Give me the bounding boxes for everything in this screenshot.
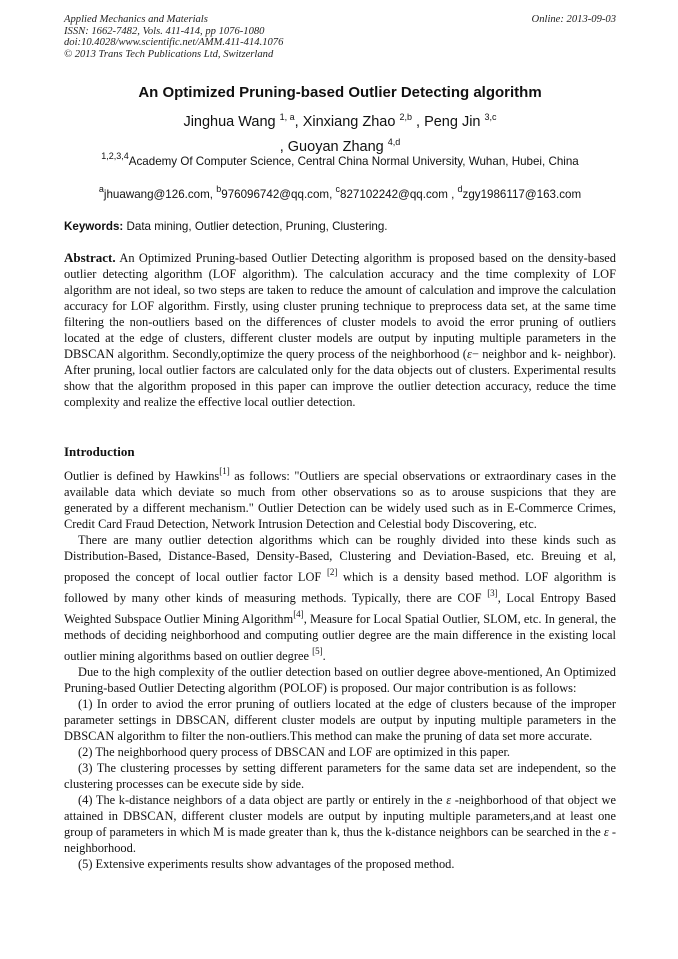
paragraph: Due to the high complexity of the outlier detection based on outlier degree above-mentioned, An Optimized Pruning-based Outlier Detecting algorithm (POLOF) is proposed. Our major contribution is as follows: [64,665,616,695]
journal-header [64,14,616,60]
author-name: Xinxiang Zhao [302,114,396,130]
paragraph [64,463,616,532]
paragraph [64,532,616,664]
email-address: 827102242@qq.com [340,188,448,201]
journal-name: Applied Mechanics and Materials [64,14,208,25]
contribution-item: (5) Extensive experiments results show advantages of the proposed method. [78,857,455,871]
author-name: Jinghua Wang [183,114,276,130]
citation: [4] [293,609,304,619]
paragraph-text: , Measure for Local Spatial Outlier, SLOM, etc. In general, the methods of deciding neighborhood and computing outlier degree are the main difference in the existing local outlier mining algorithms based on outlier degree [64,612,616,663]
paragraph-text: . [322,649,326,663]
email-superscript: a [98,184,104,194]
abstract-text: An Optimized Pruning-based Outlier Detecting algorithm is proposed based on the density-based outlier detecting algorithm (LOF algorithm). The calculation accuracy and the time complexity of LOF algorithm are not ideal, so two steps are taken to reduce the amount of calculation and improve the calculation accuracy for LOF algorithm. Firstly, using cluster pruning technique to preprocess data set, at the same time filtering the non-outliers based on the differences of cluster models to avoid the error pruning of outliers located at the edge of clusters, different cluster models are output by inputing multiple parameters in the DBSCAN algorithm. Secondly,optimize the query process of the neighborhood ( [64,251,616,361]
email-address: 976096742@qq.com [221,188,330,201]
author-superscript: 2,b [399,112,412,122]
author-name: Guoyan Zhang [287,139,384,155]
author-superscript: 1, a [279,112,295,122]
paragraph-text: -neighborhood. [64,825,616,855]
doi-line: doi:10.4028/www.scientific.net/AMM.411-414.1076 [64,37,284,48]
epsilon-symbol: ε [603,825,609,839]
email-list: $^a$jhuawang@126.com, $^b$976096742@qq.com, $^c$827102242@qq.com , $^d$zgy1986117@163.com [98,184,582,201]
author-list: Jinghua Wang $^{1, a}$, Xinxiang Zhao $^{2,b}$ , Peng Jin $^{3,c}$ , Guoyan Zhang $^{4,d}$ [183,112,497,155]
contribution-item [64,792,616,856]
copyright-line: © 2013 Trans Tech Publications Ltd, Switzerland [64,48,274,60]
paragraph-text: Outlier is defined by Hawkins [64,469,220,483]
citation: [5] [312,646,323,656]
email-superscript: c [335,184,341,194]
keywords-label: Keywords: [64,220,124,233]
contribution-item: (3) The clustering processes by setting different parameters for the same data set are independent, so the clustering processes can be execute side by side. [64,761,616,791]
citation: [2] [326,567,338,577]
paragraph-text: (4) The k-distance neighbors of a data object are partly or entirely in the [78,793,447,807]
author-superscript: 4,d [387,137,401,147]
email-superscript: b [216,184,222,194]
keywords [64,220,616,233]
section-heading-introduction: Introduction [64,444,135,459]
email-superscript: d [457,184,463,194]
introduction-body [64,463,616,872]
paper-title: An Optimized Pruning-based Outlier Detecting algorithm [138,84,542,101]
issn-line: ISSN: 1662-7482, Vols. 411-414, pp 1076-1080 [64,25,265,37]
citation: [3] [487,588,498,598]
paragraph-text: There are many outlier detection algorithms which can be roughly divided into these kinds such as Distribution-Based, Distance-Based, Density-Based, Clustering and Deviation-Based, etc. Breuing et al, proposed the concept of local outlier factor LOF [64,533,616,584]
abstract-label: Abstract. [64,250,116,265]
abstract [64,250,616,410]
contribution-item: (1) In order to aviod the error pruning of outliers located at the edge of clusters because of the improper parameter settings in DBSCAN, different cluster models are output by inputing multiple parameters in the DBSCAN algorithm to filter the non-outliers.This method can make the pruning of data set more accurate. [64,697,616,743]
citation: [1] [219,466,230,476]
paragraph-text: , Local Entropy Based Weighted Subspace Outlier Mining Algorithm [64,591,616,626]
epsilon-symbol: ε [446,793,452,807]
affiliation-superscript: 1,2,3,4 [101,151,129,161]
paragraph-text: as follows: "Outliers are special observations or extraordinary cases in the available data which deviate so much from other observations so as to arouse suspicions that they are generated by a different mechanism." Outlier Detection can be widely used such as in E-Commerce Crimes, Credit Card Fraud Detection, Network Intrusion Detection and Celestial body Discovering, etc. [64,469,616,531]
affiliation-text: Academy Of Computer Science, Central China Normal University, Wuhan, Hubei, China [128,155,579,168]
email-address: jhuawang@126.com [103,188,210,201]
abstract-text: − neighbor and k- neighbor). After pruning, local outlier factors are calculated only for the data objects out of clusters. Experimental results show that the algorithm proposed in this paper can improve the outlier detection accuracy, reduce the time complexity and realize the effective local outlier detection. [64,347,616,409]
author-name: Peng Jin [424,114,481,130]
keywords-text: Data mining, Outlier detection, Pruning, Clustering. [126,220,388,233]
paragraph-text: which is a density based method. LOF algorithm is followed by many other kinds of measuring methods. Typically, there are COF [64,570,616,605]
paragraph-text: -neighborhood of that object we attained in DBSCAN, different cluster models are output by inputing multiple parameters,and at least one group of parameters in which M is made greater than k, thus the k-distance neighbors can be searched in the [64,793,616,839]
email-address: zgy1986117@163.com [462,188,582,201]
contribution-item: (2) The neighborhood query process of DBSCAN and LOF are optimized in this paper. [78,745,510,759]
online-date: Online: 2013-09-03 [531,14,616,25]
affiliation [64,151,616,168]
author-superscript: 3,c [484,112,497,122]
epsilon-symbol: ε [466,347,472,361]
